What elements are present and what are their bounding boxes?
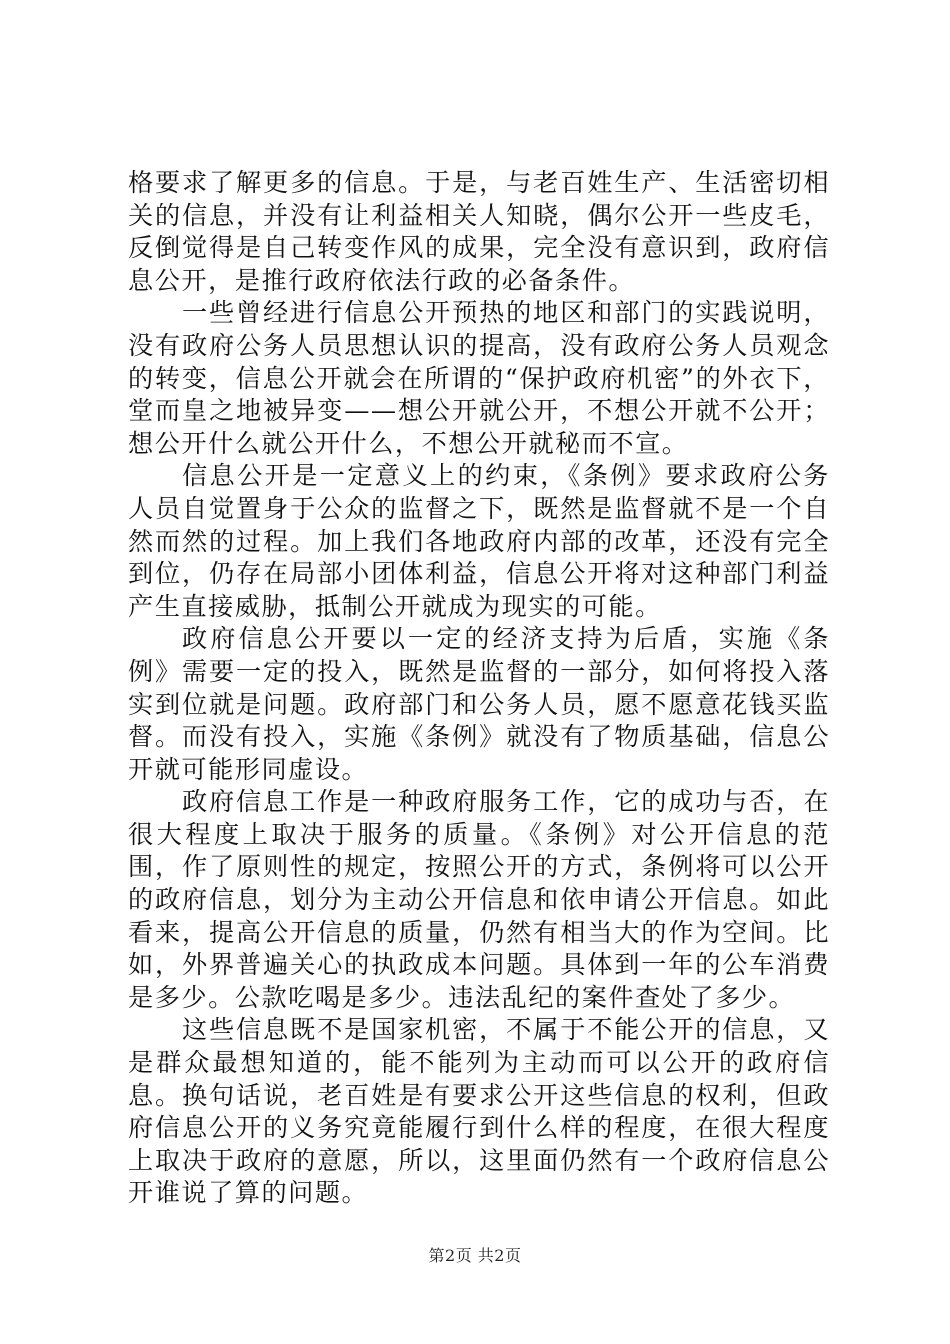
paragraph: 信息公开是一定意义上的约束，《条例》要求政府公务人员自觉置身于公众的监督之下，既然是监督就不是一个自然而然的过程。加上我们各地政府内部的改革，还没有完全到位，仍存在局部小团体利益，信息公开将对这种部门利益产生直接威胁，抵制公开就成为现实的可能。: [128, 461, 830, 621]
paragraph: 这些信息既不是国家机密，不属于不能公开的信息，又是群众最想知道的，能不能列为主动而可以公开的政府信息。换句话说，老百姓是有要求公开这些信息的权利，但政府信息公开的义务究竟能履行到什么样的程度，在很大程度上取决于政府的意愿，所以，这里面仍然有一个政府信息公开谁说了算的问题。: [128, 1015, 830, 1208]
page-footer: 第2页 共2页: [428, 1246, 522, 1265]
paragraph: 政府信息工作是一种政府服务工作，它的成功与否，在很大程度上取决于服务的质量。《条例》对公开信息的范围，作了原则性的规定，按照公开的方式，条例将可以公开的政府信息，划分为主动公开信息和依申请公开信息。如此看来，提高公开信息的质量，仍然有相当大的作为空间。比如，外界普遍关心的执政成本问题。具体到一年的公车消费是多少。公款吃喝是多少。违法乱纪的案件查处了多少。: [128, 787, 830, 1012]
paragraph-continuation: 格要求了解更多的信息。于是，与老百姓生产、生活密切相关的信息，并没有让利益相关人知晓，偶尔公开一些皮毛，反倒觉得是自己转变作风的成果，完全没有意识到，政府信息公开，是推行政府依法行政的必备条件。: [128, 168, 830, 295]
document-body: [128, 167, 830, 1210]
paragraph: 政府信息公开要以一定的经济支持为后盾，实施《条例》需要一定的投入，既然是监督的一部分，如何将投入落实到位就是问题。政府部门和公务人员，愿不愿意花钱买监督。而没有投入，实施《条例》就没有了物质基础，信息公开就可能形同虚设。: [128, 624, 830, 784]
paragraph: 一些曾经进行信息公开预热的地区和部门的实践说明，没有政府公务人员思想认识的提高，没有政府公务人员观念的转变，信息公开就会在所谓的“保护政府机密”的外衣下，堂而皇之地被异变——想公开就公开，不想公开就不公开；想公开什么就公开什么，不想公开就秘而不宣。: [128, 298, 830, 458]
